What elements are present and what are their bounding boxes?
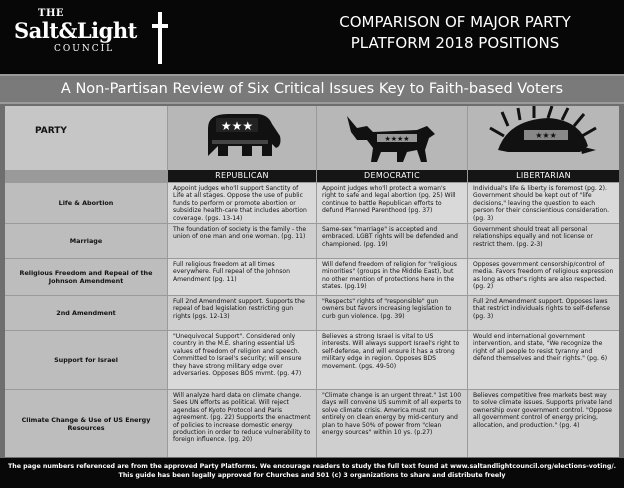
row-label-2nd-amendment (5, 296, 167, 330)
table-cell: Will defend freedom of religion for "religious minorities" (groups in the Middle East), but no other mention of protections here in the states. (pg.19) (317, 259, 467, 295)
table-cell: Full 2nd Amendment support. Supports the repeal of bad legislation restricting gun rights (pgs. 12-13) (168, 296, 316, 330)
libertarian-logo-cell (468, 106, 619, 170)
row-label-life-abortion (5, 183, 167, 223)
row-label-text: Support for Israel (54, 356, 118, 364)
table-cell: Opposes government censorship/control of media. Favors freedom of religious expression as long as other's rights are also respected. (pg. 2) (468, 259, 619, 295)
table-cell: Same-sex "marriage" is accepted and embraced. LGBT rights will be defended and championed. (pg. 19) (317, 224, 467, 258)
table-cell: "Unequivocal Support". Considered only country in the M.E. sharing essential US values of freedom of religion and speech. Committed to Israel's security; will ensure they have strong military edge over adversaries. Opposes BDS mvmt. (pg. 47) (168, 331, 316, 389)
row-label-marriage (5, 224, 167, 258)
table-cell: The foundation of society is the family - the union of one man and one woman. (pg. 11) (168, 224, 316, 258)
row-label-text: Religious Freedom and Repeal of the Johnson Amendment (19, 269, 153, 285)
democratic-logo-cell (317, 106, 467, 170)
row-label-text: Life & Abortion (58, 199, 114, 207)
svg-text:★★★: ★★★ (535, 131, 557, 140)
republican-elephant-icon (168, 106, 316, 170)
table-cell: "Climate change is an urgent threat." 1st 100 days will convene US summit of all experts to solve climate crisis. America must run entirely on clean energy by mid-century and plan to have 50% of power from "clean energy sources" within 10 ys. (p.27) (317, 390, 467, 457)
table-cell: Appoint judges who'll protect a woman's right to safe and legal abortion (pg. 25) Will continue to battle Republican efforts to defund Planned Parenthood (pg. 37) (317, 183, 467, 223)
table-cell: "Respects" rights of "responsible" gun owners but favors increasing legislation to curb gun violence. (pg. 39) (317, 296, 467, 330)
column-header-democratic: DEMOCRATIC (317, 170, 467, 182)
column-header-republican: REPUBLICAN (168, 170, 316, 182)
row-label-support-for-israel (5, 331, 167, 389)
table-cell: Appoint judges who'll support Sanctity of Life at all stages. Oppose the use of public funds to perform or promote abortion or subsidize health-care that includes abortion coverage. (pgs. 13-14) (168, 183, 316, 223)
party-label: PARTY (5, 106, 167, 170)
table-cell: Individual's life & liberty is foremost (pg. 2). Government should be kept out of "life decisions," leaving the question to each person for their conscientious consideration. (pg. 3) (468, 183, 619, 223)
title-line-2: PLATFORM 2018 POSITIONS (350, 34, 560, 52)
comparison-table (5, 106, 619, 457)
libertarian-porcupine-icon (468, 106, 619, 170)
title-line-1: COMPARISON OF MAJOR PARTY (339, 13, 571, 31)
svg-text:★★★★: ★★★★ (384, 135, 410, 143)
column-header-libertarian: LIBERTARIAN (468, 170, 619, 182)
row-label-text: 2nd Amendment (56, 309, 116, 317)
cross-icon (150, 12, 170, 64)
footer-line-2: This guide has been legally approved for Churches and 501 (c) 3 organizations to share and distribute freely (118, 472, 506, 479)
logo-name: Salt&Light (14, 18, 137, 43)
logo-the: THE (38, 8, 65, 19)
republican-logo-cell (168, 106, 316, 170)
subtitle-banner: A Non-Partisan Review of Six Critical Issues Key to Faith-based Voters (0, 74, 624, 104)
table-cell: Government should treat all personal relationships equally and not license or restrict them. (pg. 2-3) (468, 224, 619, 258)
table-cell: Full religious freedom at all times everywhere. Full repeal of the Johnson Amendment (pg. 11) (168, 259, 316, 295)
header (0, 0, 624, 74)
logo-council: COUNCIL (54, 44, 115, 54)
table-cell: Would end international government intervention, and state, "We recognize the right of all people to resist tyranny and defend themselves and their rights." (pg. 6) (468, 331, 619, 389)
row-label-text: Climate Change & Use of US Energy Resources (21, 415, 151, 432)
table-cell: Full 2nd Amendment support. Opposes laws that restrict individuals rights to self-defense (pg. 3) (468, 296, 619, 330)
footer-line-1: The page numbers referenced are from the approved Party Platforms. We encourage readers to study the full text found at www.saltandlightcouncil.org/elections-voting/. (7, 463, 617, 470)
table-cell: Believes competitive free markets best way to solve climate issues. Supports private land ownership over government control. "Oppose all government control of energy pricing, allocation, and production." (pg. 4) (468, 390, 619, 457)
table-cell: Believes a strong Israel is vital to US interests. Will always support Israel's right to self-defense, and will ensure it has a strong military edge in region. Opposes BDS movement. (pgs. 49-50) (317, 331, 467, 389)
page-title (300, 12, 610, 54)
table-cell: Will analyze hard data on climate change. Sees UN efforts as political. Will reject agendas of Kyoto Protocol and Paris agreement. (pg. 22) Supports the enactment of policies to increase domestic energy production in order to reduce vulnerability to foreign influence. (pg. 20) (168, 390, 316, 457)
row-label-religious-freedom (5, 259, 167, 295)
svg-text:★★★: ★★★ (220, 119, 254, 133)
footer (0, 458, 624, 488)
democratic-donkey-icon (317, 106, 467, 170)
row-label-climate-energy (5, 390, 167, 457)
row-label-text: Marriage (69, 237, 103, 245)
